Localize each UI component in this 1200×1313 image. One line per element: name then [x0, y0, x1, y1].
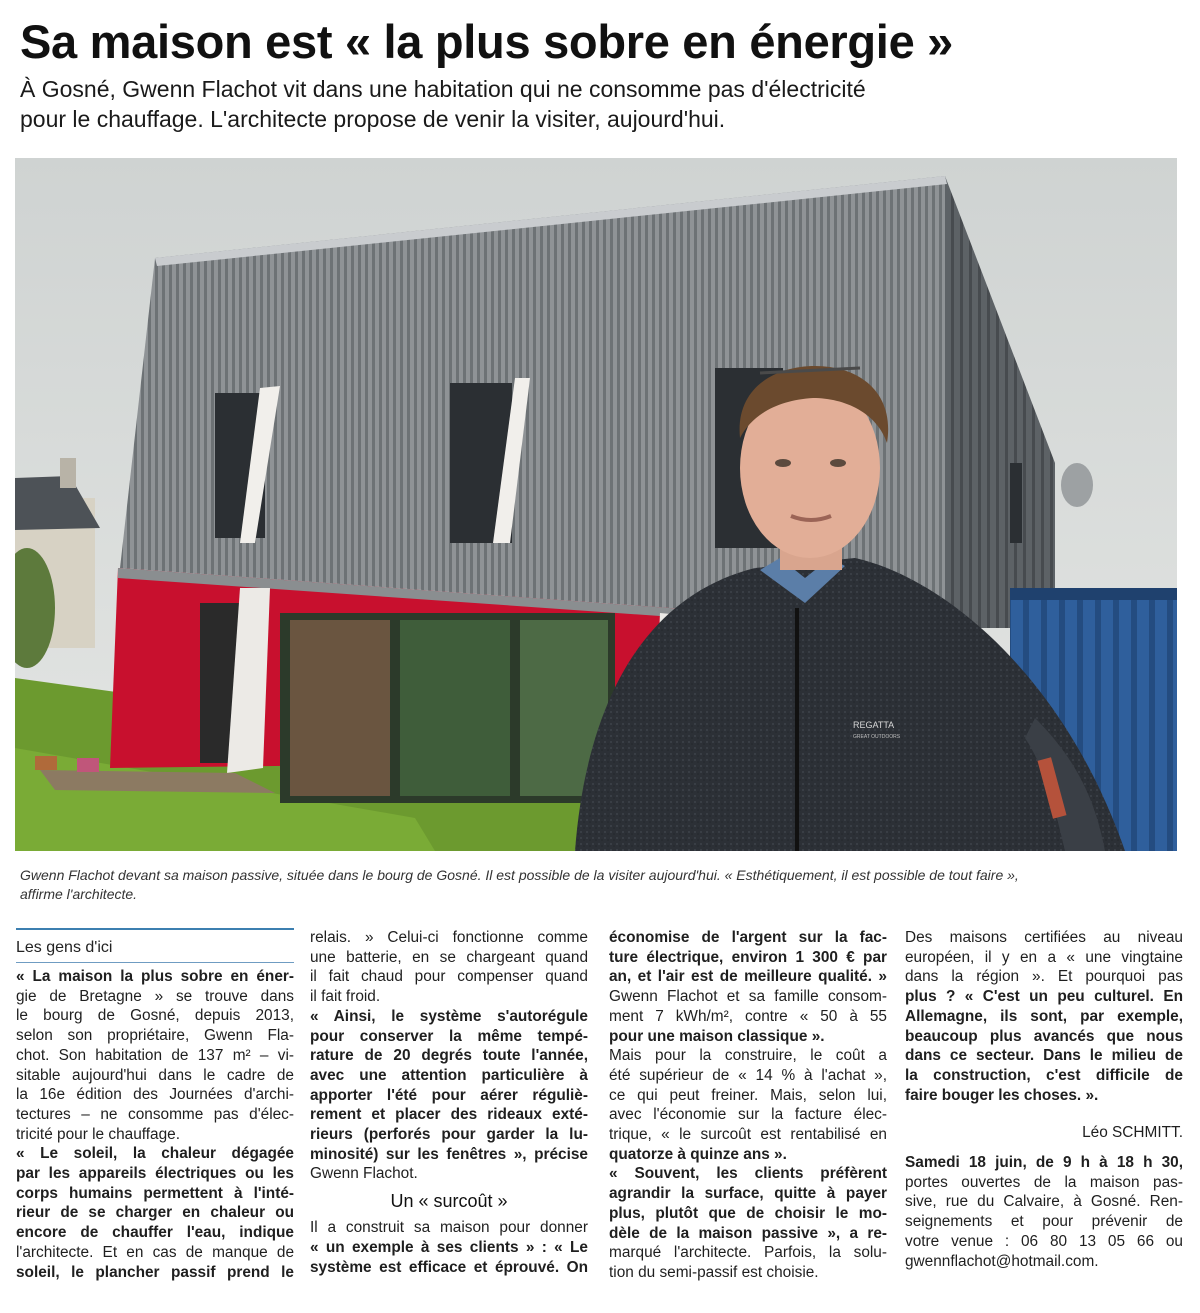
standfirst-line: pour le chauffage. L'architecte propose de venir la visiter, aujourd'hui.	[20, 106, 726, 132]
body-line: rature de 20 degrés toute l'année,	[310, 1047, 588, 1065]
body-line: agrandir la surface, quitte à payer	[609, 1185, 887, 1203]
body-line: Gwenn Flachot et sa famille consom-	[609, 988, 887, 1006]
body-line: marqué l'architecte. Parfois, la solu-	[609, 1244, 887, 1262]
body-line: portes ouvertes de la maison pas-	[905, 1173, 1183, 1191]
body-line: Mais pour la construire, le coût a	[609, 1047, 887, 1065]
article-photo	[15, 158, 1177, 851]
body-line: par les appareils électriques ou les	[16, 1165, 294, 1183]
body-line: « un exemple à ses clients » : « Le	[310, 1238, 588, 1256]
body-line: ture électrique, environ 1 300 € par	[609, 948, 887, 966]
body-line: corps humains permettent à l'inté-	[16, 1184, 294, 1202]
body-line: trique, « le surcoût est rentabilisé en	[609, 1126, 887, 1144]
body-line: pour conserver la même tempé-	[310, 1027, 588, 1045]
body-line: Il a construit sa maison pour donner	[310, 1219, 588, 1237]
body-line: plus, plutôt que de choisir le mo-	[609, 1204, 887, 1222]
article-column-2	[310, 928, 588, 1277]
body-line: économise de l'argent sur la fac-	[609, 929, 887, 946]
body-line: faire bouger les choses. ».	[905, 1086, 1099, 1104]
body-line: dans la région ». Et pourquoi pas	[905, 968, 1183, 986]
author-signature: Léo SCHMITT.	[1082, 1124, 1183, 1142]
body-line: tectures – ne consomme pas d'élec-	[16, 1105, 294, 1123]
body-line: soleil, le plancher passif prend le	[16, 1263, 294, 1281]
body-line: ce qui peut freiner. Mais, selon lui,	[609, 1086, 887, 1104]
body-line: chot. Son habitation de 137 m² – vi-	[16, 1046, 294, 1064]
body-line: « Souvent, les clients préfèrent	[609, 1165, 887, 1183]
body-line: seignements et pour prévenir de	[905, 1213, 1183, 1231]
standfirst-line: À Gosné, Gwenn Flachot vit dans une habitation qui ne consomme pas d'électricité	[20, 76, 866, 102]
body-line: rement et placer des rideaux exté-	[310, 1106, 588, 1124]
body-line: la construction, c'est difficile de	[905, 1066, 1183, 1084]
body-line: Gwenn Flachot.	[310, 1165, 418, 1183]
body-line: tion du semi-passif est choisie.	[609, 1263, 819, 1281]
article-column-3	[609, 928, 887, 1283]
caption-line: Gwenn Flachot devant sa maison passive, située dans le bourg de Gosné. Il est possible de la visiter aujourd'hui. « Esthétiquement, il est possible de tout faire »,	[20, 867, 1019, 883]
body-line: pour une maison classique ».	[609, 1027, 825, 1045]
body-line: apporter l'été pour aérer réguliè-	[310, 1086, 588, 1104]
body-line: il fait froid.	[310, 988, 381, 1006]
body-line: relais. » Celui-ci fonctionne comme	[310, 929, 588, 946]
body-line: la 16e édition des Journées d'archi-	[16, 1086, 294, 1104]
body-line: dans ce secteur. Dans le milieu de	[905, 1047, 1183, 1065]
body-line: encore de chauffer l'eau, indique	[16, 1224, 294, 1242]
body-line: système est efficace et éprouvé. On	[310, 1258, 588, 1276]
body-line: an, et l'air est de meilleure qualité. »	[609, 968, 887, 986]
body-line: sitable aujourd'hui dans le cadre de	[16, 1066, 294, 1084]
jacket-logo-tagline: GREAT OUTDOORS	[853, 734, 901, 740]
contact-email: gwennflachot@hotmail.com.	[905, 1252, 1099, 1270]
article-column-1	[16, 928, 294, 1282]
body-line: ment 7 kWh/m², contre « 50 à 55	[609, 1007, 887, 1025]
body-line: il fait chaud pour compenser quand	[310, 968, 588, 986]
body-line: « Le soleil, la chaleur dégagée	[16, 1145, 294, 1163]
subheading: Un « surcoût »	[390, 1191, 508, 1212]
rubric-label: Les gens d'ici	[16, 928, 294, 963]
body-line: été supérieur de « 14 % à l'achat »,	[609, 1066, 887, 1084]
body-line: minosité) sur les fenêtres », précise	[310, 1145, 588, 1163]
body-line: avec l'économie sur la facture élec-	[609, 1106, 887, 1124]
body-line: Samedi 18 juin, de 9 h à 18 h 30,	[905, 1154, 1183, 1172]
body-line: selon son propriétaire, Gwenn Fla-	[16, 1027, 294, 1045]
headline: Sa maison est « la plus sobre en énergie »	[20, 15, 954, 68]
body-line: une batterie, en se chargeant quand	[310, 948, 588, 966]
body-line: tricité pour le chauffage.	[16, 1125, 180, 1143]
body-line: votre venue : 06 80 13 05 66 ou	[905, 1232, 1183, 1250]
standfirst	[20, 74, 1180, 134]
body-line: sive, rue du Calvaire, à Gosné. Ren-	[905, 1193, 1183, 1211]
jacket-logo: REGATTA	[853, 720, 895, 730]
body-line: plus ? « C'est un peu culturel. En	[905, 988, 1183, 1006]
body-line: gie de Bretagne » se trouve dans	[16, 987, 294, 1005]
body-line: quatorze à quinze ans ».	[609, 1145, 787, 1163]
body-line: Allemagne, ils sont, par exemple,	[905, 1007, 1183, 1025]
body-line: beaucoup plus avancés que nous	[905, 1027, 1183, 1045]
body-line: « La maison la plus sobre en éner-	[16, 968, 294, 985]
article-column-4	[905, 928, 1183, 1271]
body-line: l'architecte. Et en cas de manque de	[16, 1243, 294, 1261]
body-line: « Ainsi, le système s'autorégule	[310, 1007, 588, 1025]
caption-line: affirme l'architecte.	[20, 886, 138, 902]
body-line: dèle de la maison passive », a re-	[609, 1224, 887, 1242]
body-line: le bourg de Gosné, depuis 2013,	[16, 1007, 294, 1025]
body-line: rieurs (perforés pour garder la lu-	[310, 1126, 588, 1144]
photo-caption	[20, 866, 1180, 904]
body-line: Des maisons certifiées au niveau	[905, 929, 1183, 946]
body-line: européen, il y en a « une vingtaine	[905, 948, 1183, 966]
body-line: avec une attention particulière à	[310, 1066, 588, 1084]
body-line: rieur de se charger en chaleur ou	[16, 1204, 294, 1222]
